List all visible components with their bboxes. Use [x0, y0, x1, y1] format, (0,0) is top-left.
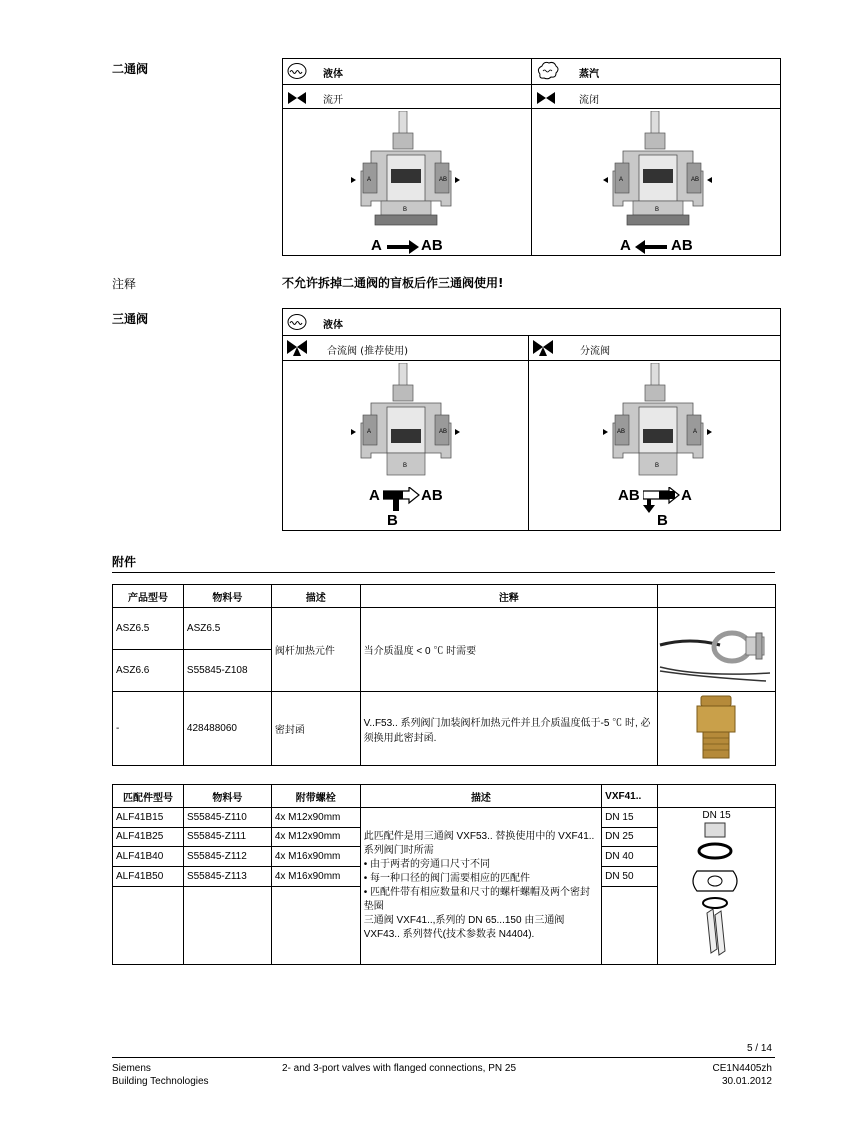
- svg-text:A: A: [619, 177, 624, 183]
- model-cell: ALF41B40: [113, 847, 184, 867]
- accessories-heading: 附件: [112, 555, 137, 569]
- desc-cell: 阀杆加热元件: [271, 608, 360, 692]
- material-cell: S55845-Z108: [183, 650, 271, 692]
- two-port-valve-drawing: [603, 111, 713, 235]
- col-header: VXF41..: [602, 785, 658, 808]
- flow-label-a: A: [620, 237, 631, 254]
- medium-label: 蒸汽: [579, 69, 599, 80]
- accessories-table: [112, 584, 776, 766]
- col-header: 描述: [360, 785, 601, 808]
- mode-label: 流闭: [579, 95, 599, 106]
- desc-bullet: • 匹配件带有相应数量和尺寸的螺杆螺帽及两个密封垫圈: [363, 887, 590, 912]
- dn-cell: DN 50: [602, 866, 658, 886]
- footer-company-division: Building Technologies: [112, 1076, 209, 1087]
- empty-cell: [113, 886, 184, 965]
- bolts-cell: 4x M12x90mm: [271, 827, 360, 847]
- col-header: 物料号: [183, 585, 271, 608]
- two-port-heading: 二通阀: [112, 62, 149, 76]
- flow-label-a: A: [681, 487, 692, 504]
- material-cell: 428488060: [183, 692, 271, 766]
- footer-date: 30.01.2012: [721, 1076, 772, 1087]
- svg-text:AB: AB: [439, 177, 448, 183]
- arrow-left-icon: [635, 239, 667, 258]
- three-port-valve-drawing: [351, 363, 461, 482]
- bolts-cell: 4x M16x90mm: [271, 866, 360, 886]
- desc-cell: 密封函: [271, 692, 360, 766]
- material-cell: S55845-Z112: [183, 847, 271, 867]
- liquid-icon: [287, 313, 307, 335]
- col-header: 注释: [360, 585, 657, 608]
- dn-cell: DN 25: [602, 827, 658, 847]
- note-cell: 当介质温度 < 0 ℃ 时需要: [360, 608, 657, 692]
- material-cell: S55845-Z113: [183, 866, 271, 886]
- svg-text:AB: AB: [691, 177, 700, 183]
- footer-doc-title: 2- and 3-port valves with flanged connections, PN 25: [282, 1063, 517, 1074]
- material-cell: ASZ6.5: [183, 608, 271, 650]
- footer-doc-number: CE1N4405zh: [712, 1063, 772, 1074]
- medium-label: 液体: [323, 69, 343, 80]
- desc-intro: 此匹配件是用三通阀 VXF53.. 替换使用中的 VXF41.. 系列阀门时所需: [363, 831, 595, 856]
- page-number: 5 / 14: [746, 1043, 772, 1054]
- flow-label-b: B: [657, 512, 668, 529]
- model-cell: ALF41B50: [113, 866, 184, 886]
- arrow-right-icon: [387, 239, 419, 258]
- medium-label: 液体: [323, 320, 343, 331]
- two-port-table: [282, 58, 781, 256]
- flow-label-ab: AB: [421, 487, 443, 504]
- svg-text:A: A: [367, 429, 372, 435]
- model-cell: ALF41B25: [113, 827, 184, 847]
- model-cell: -: [113, 692, 184, 766]
- col-header: 产品型号: [113, 585, 184, 608]
- flow-label-ab: AB: [671, 237, 693, 254]
- valve-symbol-icon: [536, 90, 556, 109]
- col-header: [658, 785, 776, 808]
- empty-cell: [183, 886, 271, 965]
- valve-symbol-icon: [287, 90, 307, 109]
- model-cell: ASZ6.6: [113, 650, 184, 692]
- note-cell: V..F53.. 系列阀门加装阀杆加热元件并且介质温度低于-5 ℃ 时, 必须换用此密封函.: [360, 692, 657, 766]
- footer-company: Siemens: [112, 1063, 151, 1074]
- svg-text:A: A: [367, 177, 372, 183]
- svg-text:B: B: [403, 207, 408, 213]
- flow-label-ab: AB: [421, 237, 443, 254]
- seal-image: [657, 692, 775, 766]
- col-header: 描述: [271, 585, 360, 608]
- desc-outro: 三通阀 VXF41..,系列的 DN 65...150 由三通阀 VXF43.. 系列替代(技术参数表 N4404).: [363, 915, 565, 940]
- two-port-valve-drawing: [351, 111, 461, 235]
- desc-bullet: • 由于两者的旁通口尺寸不同: [363, 859, 490, 870]
- col-header: [657, 585, 775, 608]
- flow-label-a: A: [369, 487, 380, 504]
- mode-label: 分流阀: [580, 346, 610, 357]
- col-header: 附带螺栓: [271, 785, 360, 808]
- svg-text:B: B: [655, 463, 660, 469]
- dn-cell: DN 40: [602, 847, 658, 867]
- adapter-image: [658, 808, 776, 965]
- adapter-table: [112, 784, 776, 965]
- svg-text:B: B: [403, 463, 408, 469]
- col-header: 物料号: [183, 785, 271, 808]
- svg-text:A: A: [693, 429, 698, 435]
- svg-text:AB: AB: [439, 429, 448, 435]
- three-port-valve-drawing: [603, 363, 713, 482]
- col-header: 匹配件型号: [113, 785, 184, 808]
- mode-label: 合流阀 (推荐使用): [327, 346, 408, 357]
- mixing-valve-icon: [286, 339, 308, 361]
- model-cell: ASZ6.5: [113, 608, 184, 650]
- model-cell: ALF41B15: [113, 808, 184, 828]
- adapter-image-label: DN 15: [702, 810, 731, 821]
- liquid-icon: [287, 62, 307, 84]
- adapter-desc-cell: [360, 808, 601, 965]
- desc-bullet: • 每一种口径的阀门需要相应的匹配件: [363, 873, 530, 884]
- empty-cell: [602, 886, 658, 965]
- note-label: 注释: [112, 277, 137, 291]
- svg-text:B: B: [655, 207, 660, 213]
- three-port-heading: 三通阀: [112, 312, 149, 326]
- mode-label: 流开: [323, 95, 343, 106]
- empty-cell: [271, 886, 360, 965]
- steam-icon: [536, 61, 560, 85]
- bolts-cell: 4x M16x90mm: [271, 847, 360, 867]
- flow-label-ab: AB: [618, 487, 640, 504]
- flow-label-a: A: [371, 237, 382, 254]
- svg-text:AB: AB: [617, 429, 626, 435]
- heater-image: [657, 608, 775, 692]
- material-cell: S55845-Z111: [183, 827, 271, 847]
- bolts-cell: 4x M12x90mm: [271, 808, 360, 828]
- flow-label-b: B: [387, 512, 398, 529]
- diverting-valve-icon: [532, 339, 554, 361]
- note-text: 不允许拆掉二通阀的盲板后作三通阀使用!: [282, 276, 504, 290]
- dn-cell: DN 15: [602, 808, 658, 828]
- material-cell: S55845-Z110: [183, 808, 271, 828]
- three-port-table: [282, 308, 781, 531]
